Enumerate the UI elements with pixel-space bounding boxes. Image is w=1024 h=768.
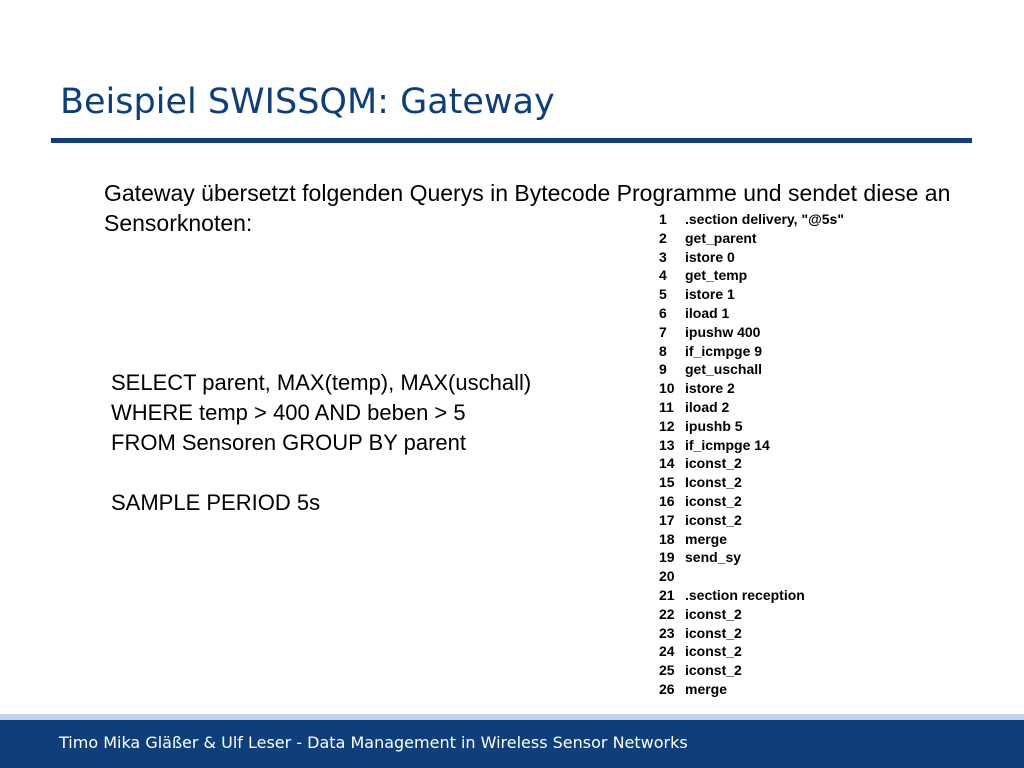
bytecode-line-number: 12 [659,417,675,434]
bytecode-instruction: istore 2 [685,380,735,397]
query-line-select: SELECT parent, MAX(temp), MAX(uschall) [111,370,532,395]
bytecode-line [659,417,844,436]
bytecode-instruction: .section reception [685,586,805,603]
bytecode-line-number: 26 [659,680,675,697]
bytecode-line [659,436,844,455]
bytecode-line [659,285,844,304]
bytecode-line-number: 1 [659,211,667,227]
bytecode-line-number: 4 [659,267,667,284]
query-line-where: WHERE temp > 400 AND beben > 5 [111,400,466,425]
bytecode-line [659,398,844,417]
bytecode-line [659,323,844,342]
bytecode-line [659,210,844,229]
bytecode-instruction: istore 0 [685,248,735,265]
bytecode-instruction: ipushb 5 [685,417,743,434]
bytecode-line-number: 9 [659,361,667,378]
footer-bar [0,720,1024,768]
bytecode-line [659,454,844,473]
bytecode-instruction: istore 1 [685,286,735,303]
bytecode-instruction: if_icmpge 14 [685,436,770,453]
intro-paragraph: Gateway übersetzt folgenden Querys in Bytecode Programme und sendet diese an Sensorknoten: [104,180,951,236]
bytecode-line-number: 25 [659,662,675,679]
bytecode-instruction: .section delivery, "@5s" [685,211,844,227]
bytecode-line-number: 20 [659,568,675,585]
sql-query-block [111,368,531,518]
bytecode-instruction: merge [685,680,728,697]
bytecode-line [659,248,844,267]
bytecode-line [659,605,844,624]
bytecode-line-number: 21 [659,586,675,603]
bytecode-line [659,266,844,285]
bytecode-instruction: iconst_2 [685,643,742,660]
bytecode-line-number: 7 [659,323,667,340]
bytecode-line-number: 14 [659,455,675,472]
query-line-from: FROM Sensoren GROUP BY parent [111,430,466,455]
bytecode-instruction: get_temp [685,267,748,284]
bytecode-instruction: if_icmpge 9 [685,342,763,359]
bytecode-instruction: iconst_2 [685,492,742,509]
bytecode-line [659,661,844,680]
bytecode-instruction: merge [685,530,728,547]
bytecode-line-number: 13 [659,436,675,453]
bytecode-line-number: 10 [659,380,675,397]
slide-title: Beispiel SWISSQM: Gateway [60,82,555,122]
bytecode-instruction: get_parent [685,229,757,246]
footer-text: Timo Mika Gläßer & Ulf Leser - Data Management in Wireless Sensor Networks [59,733,688,752]
bytecode-line-number: 5 [659,286,667,303]
bytecode-instruction: iconst_2 [685,662,742,679]
bytecode-line [659,360,844,379]
bytecode-line [659,680,844,699]
bytecode-line-number: 24 [659,643,675,660]
bytecode-line [659,342,844,361]
bytecode-instruction: iload 1 [685,304,730,321]
bytecode-line-number: 23 [659,624,675,641]
bytecode-line [659,642,844,661]
bytecode-line [659,567,844,586]
bytecode-line-number: 19 [659,549,675,566]
bytecode-line [659,548,844,567]
bytecode-line [659,304,844,323]
query-spacer [111,458,531,488]
bytecode-instruction: iconst_2 [685,511,742,528]
bytecode-instruction: iconst_2 [685,455,742,472]
bytecode-line [659,530,844,549]
bytecode-line-number: 16 [659,492,675,509]
bytecode-line [659,473,844,492]
bytecode-listing [659,210,844,699]
bytecode-line-number: 11 [659,398,674,415]
bytecode-line [659,492,844,511]
bytecode-line-number: 6 [659,304,667,321]
bytecode-instruction: Iconst_2 [685,474,742,491]
bytecode-instruction: ipushw 400 [685,323,761,340]
query-line-sample: SAMPLE PERIOD 5s [111,490,321,515]
bytecode-instruction: send_sy [685,549,742,566]
bytecode-instruction: iload 2 [685,398,730,415]
bytecode-instruction: iconst_2 [685,605,742,622]
bytecode-line-number: 22 [659,605,675,622]
bytecode-line-number: 3 [659,248,667,265]
bytecode-line-number: 18 [659,530,675,547]
bytecode-line [659,379,844,398]
bytecode-line-number: 2 [659,229,667,246]
bytecode-line-number: 15 [659,474,675,491]
bytecode-line-number: 8 [659,342,667,359]
bytecode-line [659,586,844,605]
bytecode-instruction: get_uschall [685,361,763,378]
bytecode-line [659,624,844,643]
bytecode-line [659,229,844,248]
bytecode-line [659,511,844,530]
bytecode-instruction: iconst_2 [685,624,742,641]
title-divider [51,138,972,143]
bytecode-line-number: 17 [659,511,675,528]
